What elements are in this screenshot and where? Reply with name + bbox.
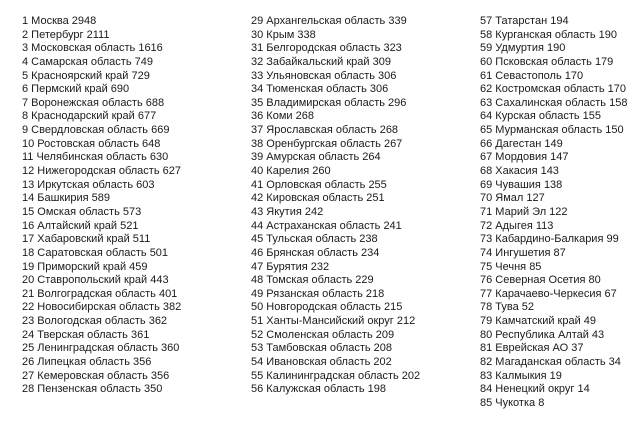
list-item: 15 Омская область 573: [22, 205, 142, 218]
list-item: 55 Калининградская область 202: [251, 369, 421, 382]
list-item: 75 Чечня 85: [480, 260, 542, 273]
list-item: 47 Бурятия 232: [251, 260, 330, 273]
list-item: 74 Ингушетия 87: [480, 246, 566, 259]
list-item: 39 Амурская область 264: [251, 151, 381, 164]
list-item: 13 Иркутская область 603: [22, 178, 155, 191]
list-item: 40 Карелия 260: [251, 165, 331, 178]
list-item: 50 Новгородская область 215: [251, 301, 403, 314]
list-item: 72 Адыгея 113: [480, 219, 554, 232]
list-item: 19 Приморский край 459: [22, 260, 148, 273]
list-item: 18 Саратовская область 501: [22, 246, 169, 259]
list-item: 37 Ярославская область 268: [251, 124, 399, 137]
list-item: 10 Ростовская область 648: [22, 137, 161, 150]
list-item: 21 Волгоградская область 401: [22, 287, 178, 300]
list-item: 29 Архангельская область 339: [251, 15, 407, 27]
list-item: 53 Тамбовская область 208: [251, 342, 393, 355]
list-item: 78 Тува 52: [480, 301, 535, 314]
list-item: 26 Липецкая область 356: [22, 356, 152, 369]
list-item: 23 Вологодская область 362: [22, 315, 168, 328]
list-item: 43 Якутия 242: [251, 205, 324, 218]
list-item: 60 Псковская область 179: [480, 55, 614, 68]
list-item: 36 Коми 268: [251, 110, 314, 123]
list-item: 48 Томская область 229: [251, 274, 374, 287]
list-item: 4 Самарская область 749: [22, 55, 153, 68]
list-item: 7 Воронежская область 688: [22, 96, 165, 109]
list-item: 84 Ненецкий округ 14: [480, 383, 590, 396]
list-item: 5 Красноярский край 729: [22, 69, 150, 82]
list-item: 35 Владимирская область 296: [251, 96, 407, 109]
list-item: 25 Ленинградская область 360: [22, 342, 180, 355]
list-item: 14 Башкирия 589: [22, 192, 111, 205]
list-item: 85 Чукотка 8: [480, 396, 545, 409]
list-item: 51 Ханты-Мансийский округ 212: [251, 315, 416, 328]
list-item: 1 Москва 2948: [22, 15, 97, 27]
list-item: 9 Свердловская область 669: [22, 124, 170, 137]
list-item: 58 Курганская область 190: [480, 28, 617, 41]
list-item: 59 Удмуртия 190: [480, 42, 566, 55]
list-item: 56 Калужская область 198: [251, 383, 387, 396]
list-item: 82 Магаданская область 34: [480, 356, 621, 369]
list-item: 42 Кировская область 251: [251, 192, 385, 205]
list-item: 22 Новосибирская область 382: [22, 301, 182, 314]
list-item: 41 Орловская область 255: [251, 178, 387, 191]
list-item: 69 Чувашия 138: [480, 178, 563, 191]
list-item: 27 Кемеровская область 356: [22, 369, 170, 382]
list-item: 12 Нижегородская область 627: [22, 165, 181, 178]
list-item: 20 Ставропольский край 443: [22, 274, 169, 287]
list-item: 44 Астраханская область 241: [251, 219, 402, 232]
list-item: 83 Калмыкия 19: [480, 369, 562, 382]
list-item: 70 Ямал 127: [480, 192, 545, 205]
list-item: 38 Оренбургская область 267: [251, 137, 403, 150]
list-item: 16 Алтайский край 521: [22, 219, 139, 232]
list-item: 52 Смоленская область 209: [251, 328, 395, 341]
list-item: 6 Пермский край 690: [22, 83, 130, 96]
list-item: 54 Ивановская область 202: [251, 356, 392, 369]
list-item: 79 Камчатский край 49: [480, 315, 597, 328]
list-item: 45 Тульская область 238: [251, 233, 378, 246]
list-item: 61 Севастополь 170: [480, 69, 584, 82]
list-item: 68 Хакасия 143: [480, 165, 559, 178]
list-item: 66 Дагестан 149: [480, 137, 563, 150]
list-item: 17 Хабаровский край 511: [22, 233, 151, 246]
list-item: 30 Крым 338: [251, 28, 316, 41]
list-item: 24 Тверская область 361: [22, 328, 150, 341]
list-item: 77 Карачаево-Черкесия 67: [480, 287, 617, 300]
list-item: 49 Рязанская область 218: [251, 287, 385, 300]
list-item: 46 Брянская область 234: [251, 246, 380, 259]
list-item: 71 Марий Эл 122: [480, 205, 568, 218]
list-item: 80 Республика Алтай 43: [480, 328, 605, 341]
list-item: 73 Кабардино-Балкария 99: [480, 233, 619, 246]
list-item: 63 Сахалинская область 158: [480, 96, 628, 109]
list-item: 3 Московская область 1616: [22, 42, 163, 55]
list-item: 67 Мордовия 147: [480, 151, 569, 164]
list-item: 8 Краснодарский край 677: [22, 110, 157, 123]
list-item: 32 Забайкальский край 309: [251, 55, 391, 68]
list-item: 34 Тюменская область 306: [251, 83, 389, 96]
ranking-column-1: [22, 15, 181, 397]
list-item: 31 Белгородская область 323: [251, 42, 402, 55]
list-item: 33 Ульяновская область 306: [251, 69, 397, 82]
list-item: 62 Костромская область 170: [480, 83, 626, 96]
list-item: 57 Татарстан 194: [480, 15, 569, 27]
ranking-column-2: [251, 15, 420, 397]
list-item: 28 Пензенская область 350: [22, 383, 163, 396]
list-item: 64 Курская область 155: [480, 110, 602, 123]
list-item: 81 Еврейская АО 37: [480, 342, 584, 355]
list-item: 11 Челябинская область 630: [22, 151, 169, 164]
list-item: 2 Петербург 2111: [22, 28, 110, 41]
list-item: 76 Северная Осетия 80: [480, 274, 601, 287]
ranking-column-3: [480, 15, 627, 411]
list-item: 65 Мурманская область 150: [480, 124, 624, 137]
